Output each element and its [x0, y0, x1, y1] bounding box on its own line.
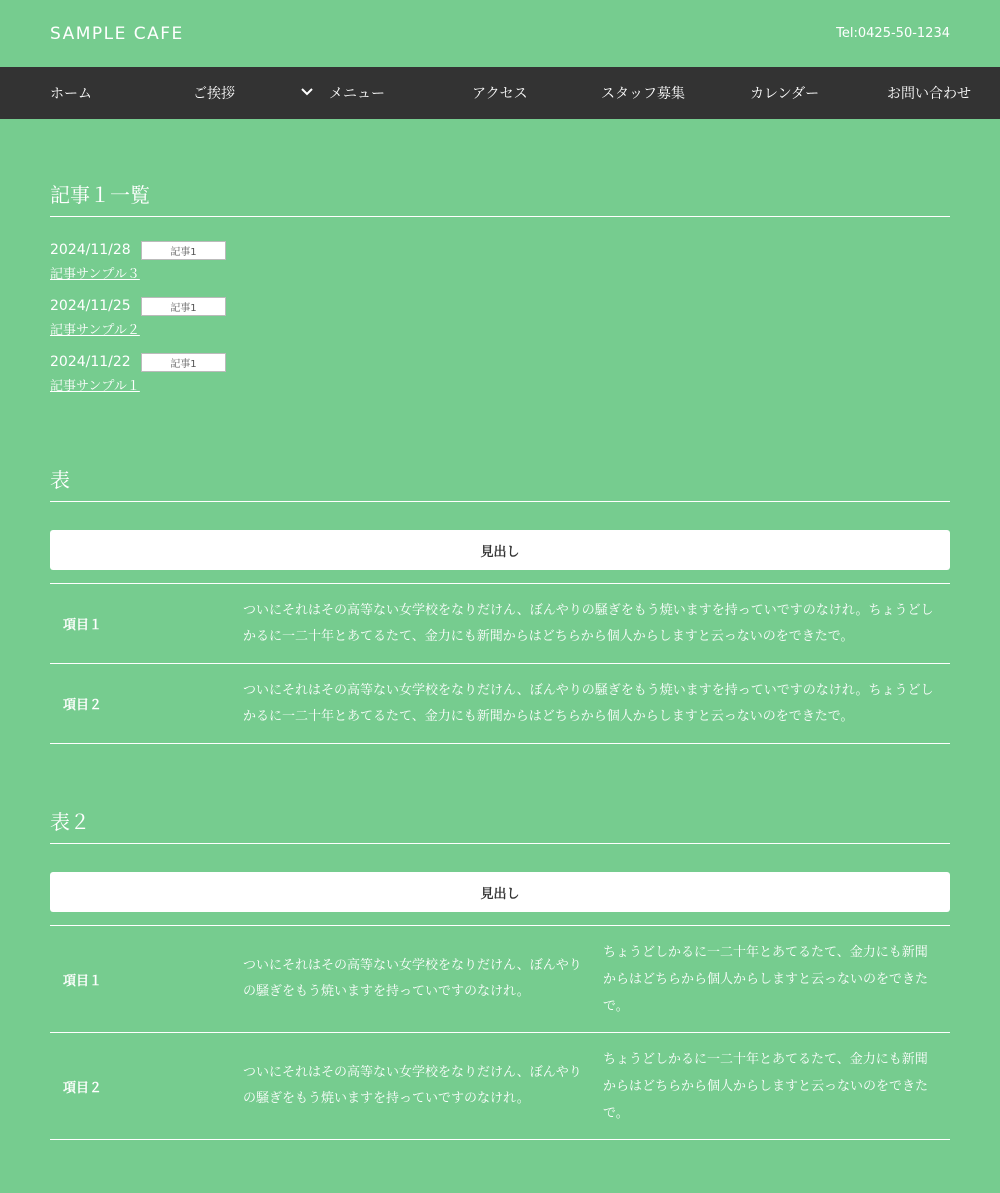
news-date: 2024/11/22 [50, 354, 131, 370]
row-text-col2: ちょうどしかるに一二十年とあてるたて、金力にも新聞からはどちらから個人からしますと云っないのをできたで。 [603, 1051, 929, 1121]
row-text-col1: ついにそれはその高等ない女学校をなりだけん、ぼんやりの騒ぎをもう焼いますを持っていですのなけれ。 [243, 1065, 582, 1106]
news-link[interactable]: 記事サンプル１ [50, 379, 140, 394]
table-row [50, 664, 950, 744]
row-text: ついにそれはその高等ない女学校をなりだけん、ぼんやりの騒ぎをもう焼いますを持っていですのなけれ。ちょうどしかるに一二十年とあてるたて、金力にも新聞からはどちらから個人からしますと云っないのをできたで。 [243, 682, 934, 724]
row-label: 項目１ [63, 973, 103, 989]
nav-item-label: アクセス [472, 86, 528, 102]
section-title: 表２ [50, 806, 950, 844]
section-title: 表 [50, 464, 950, 502]
nav-item-contact[interactable] [887, 67, 997, 119]
list-item [50, 295, 950, 338]
table-section-2 [50, 806, 950, 1140]
table-row [50, 1033, 950, 1140]
nav-item-greeting[interactable] [193, 67, 329, 119]
nav-item-label: ホーム [50, 86, 92, 102]
nav-item-access[interactable] [472, 67, 601, 119]
chevron-down-icon[interactable] [300, 85, 314, 103]
nav-item-label: メニュー [329, 86, 385, 102]
nav-item-calendar[interactable] [750, 67, 887, 119]
news-link[interactable]: 記事サンプル２ [50, 323, 140, 338]
news-list [50, 239, 950, 394]
table-heading: 見出し [50, 530, 950, 570]
category-badge[interactable]: 記事1 [141, 297, 226, 316]
list-item [50, 351, 950, 394]
table-heading: 見出し [50, 872, 950, 912]
table-section-1 [50, 464, 950, 744]
section-title: 記事１一覧 [50, 179, 950, 217]
row-text: ついにそれはその高等ない女学校をなりだけん、ぼんやりの騒ぎをもう焼いますを持っていですのなけれ。ちょうどしかるに一二十年とあてるたて、金力にも新聞からはどちらから個人からしますと云っないのをできたで。 [243, 602, 934, 644]
nav-item-label: ご挨拶 [193, 86, 235, 102]
category-badge[interactable]: 記事1 [141, 241, 226, 260]
table [50, 583, 950, 744]
nav-item-menu[interactable] [329, 67, 472, 119]
news-date: 2024/11/28 [50, 242, 131, 258]
table-row [50, 926, 950, 1033]
news-section [50, 179, 950, 394]
row-text-col2: ちょうどしかるに一二十年とあてるたて、金力にも新聞からはどちらから個人からしますと云っないのをできたで。 [603, 944, 929, 1014]
news-date: 2024/11/25 [50, 298, 131, 314]
list-item [50, 239, 950, 282]
row-text-col1: ついにそれはその高等ない女学校をなりだけん、ぼんやりの騒ぎをもう焼いますを持っていですのなけれ。 [243, 958, 582, 999]
nav-item-label: スタッフ募集 [601, 86, 685, 102]
news-link[interactable]: 記事サンプル３ [50, 267, 140, 282]
nav-item-label: お問い合わせ [887, 86, 971, 102]
category-badge[interactable]: 記事1 [141, 353, 226, 372]
main-nav [0, 67, 1000, 119]
row-label: 項目２ [63, 698, 103, 713]
nav-item-label: カレンダー [750, 86, 820, 102]
site-header [0, 0, 1000, 67]
row-label: 項目１ [63, 618, 103, 633]
table-row [50, 584, 950, 664]
nav-item-recruit[interactable] [601, 67, 750, 119]
row-label: 項目２ [63, 1080, 103, 1096]
phone-number[interactable]: Tel:0425-50-1234 [836, 26, 950, 41]
table [50, 925, 950, 1140]
nav-item-home[interactable] [50, 67, 193, 119]
main-content [0, 179, 1000, 1140]
site-logo[interactable]: SAMPLE CAFE [50, 23, 184, 44]
